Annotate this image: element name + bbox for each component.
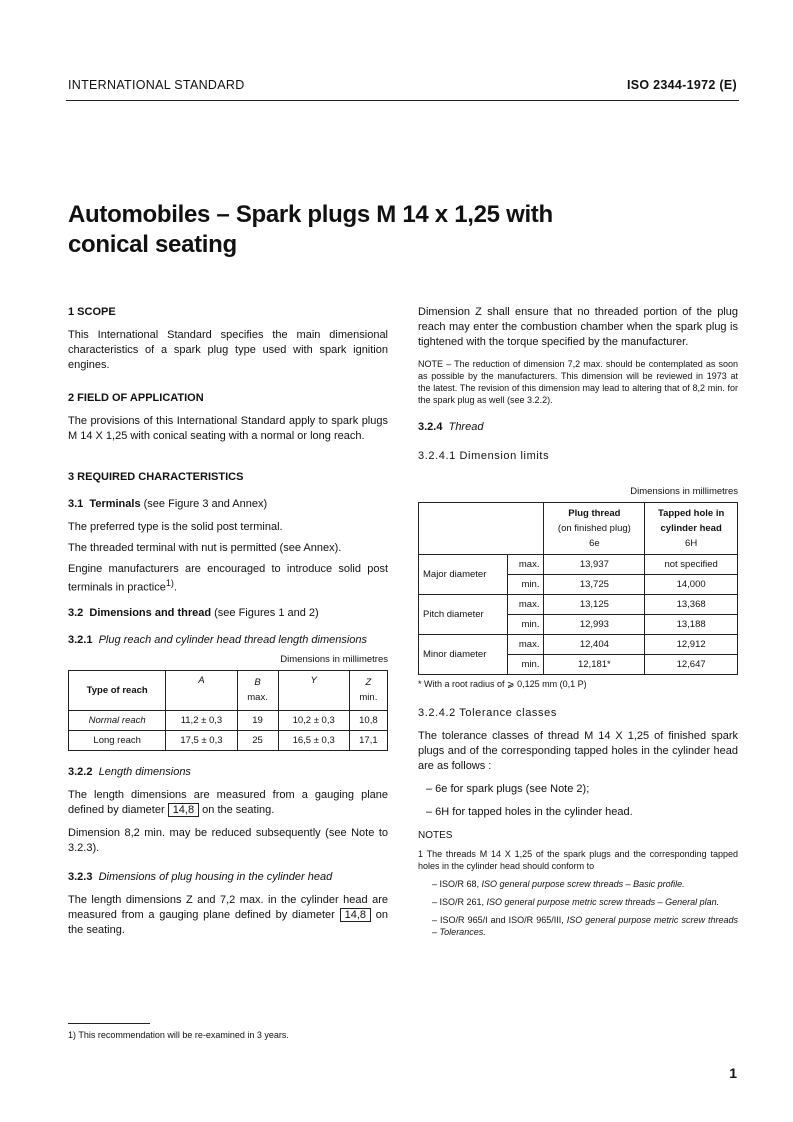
cell: 12,181* — [544, 655, 645, 675]
row-group-label: Pitch diameter — [419, 595, 508, 635]
col-header: Type of reach — [69, 670, 166, 710]
cell: 12,912 — [645, 635, 738, 655]
text: on the seating. — [68, 908, 388, 936]
table-row — [419, 555, 738, 575]
para: The tolerance classes of thread M 14 X 1,25 of finished spark plugs and of the corresponding tapped holes in the cylinder head are as follows : — [418, 730, 738, 772]
para — [68, 893, 388, 938]
cell: 16,5 ± 0,3 — [278, 730, 349, 750]
reach-table — [68, 670, 388, 751]
footnote-ref: 1) — [165, 578, 174, 588]
cell: max. — [508, 555, 544, 575]
cell: 13,125 — [544, 595, 645, 615]
num: 3.2.3 — [68, 870, 93, 883]
num: 3.1 — [68, 498, 84, 510]
col-header: A — [166, 670, 237, 710]
t: Tapped hole in — [657, 508, 725, 519]
para: The preferred type is the solid post terminal. — [68, 521, 283, 533]
right-column — [418, 305, 738, 938]
cell: min. — [508, 575, 544, 595]
para: Engine manufacturers are encouraged to introduce solid post terminals in practice$^{1)}$. — [68, 563, 388, 594]
col-header — [645, 503, 738, 555]
notes-heading: NOTES — [418, 830, 453, 841]
t: ISO general purpose metric screw threads – General plan. — [486, 897, 720, 907]
row-group-label: Minor diameter — [419, 635, 508, 675]
page-title: Automobiles – Spark plugs M 14 x 1,25 with conical seating — [68, 201, 553, 258]
section-3-2-heading — [68, 606, 388, 621]
cell: max. — [508, 595, 544, 615]
cell: 13,937 — [544, 555, 645, 575]
table-footnote: * With a root radius of ⩾ 0,125 mm (0,1 P) — [418, 679, 587, 689]
t: ISO general purpose metric screw threads – Tolerances. — [432, 915, 738, 937]
para: Dimension Z shall ensure that no threaded portion of the plug reach may enter the combustion chamber when the spark plug is tightened with the torque specified by the manufacturer. — [418, 306, 738, 348]
dimensions-note: Dimensions in millimetres — [630, 486, 738, 497]
section-3-2-4-2-heading: 3.2.4.2 Tolerance classes — [418, 707, 557, 719]
t: – ISO/R 261, — [432, 897, 487, 907]
title: Terminals — [89, 498, 141, 510]
footnote-rule — [68, 1023, 150, 1024]
para: The threaded terminal with nut is permitted (see Annex). — [68, 542, 342, 554]
num: 3.2 — [68, 606, 84, 619]
cell: 12,993 — [544, 615, 645, 635]
col-header — [349, 670, 387, 710]
cell: 25 — [237, 730, 278, 750]
cell: min. — [508, 615, 544, 635]
ref: (see Figure 3 and Annex) — [143, 498, 268, 510]
cell: 17,5 ± 0,3 — [166, 730, 237, 750]
t: – ISO/R 68, — [432, 879, 482, 889]
note: NOTE – The reduction of dimension 7,2 max. should be contemplated as soon as possible by the manufacturers. This dimension will be reviewed in 1973 at the latest. The revision of this dimension may lead to altering that of 8,2 min. for the spark plug as well (see 3.2.2). — [418, 359, 738, 405]
para — [68, 788, 388, 818]
min: min. — [359, 692, 378, 704]
num: 3.2.4 — [418, 421, 443, 433]
cell: max. — [508, 635, 544, 655]
cell: 11,2 ± 0,3 — [166, 710, 237, 730]
cell: 19 — [237, 710, 278, 730]
section-2-heading: 2 FIELD OF APPLICATION — [68, 392, 204, 404]
section-3-2-3-heading — [68, 870, 388, 885]
section-3-2-4-1-heading: 3.2.4.1 Dimension limits — [418, 450, 550, 462]
cell: 17,1 — [349, 730, 387, 750]
diameter-box: 14,8 — [168, 803, 199, 817]
section-1-heading: 1 SCOPE — [68, 306, 116, 318]
table-row — [69, 730, 388, 750]
col-header — [237, 670, 278, 710]
cell: Normal reach — [69, 710, 166, 730]
text: on the seating. — [202, 803, 275, 816]
header-rule — [66, 100, 739, 101]
t: – ISO/R 965/I and ISO/R 965/III, — [432, 915, 567, 925]
section-3-1-heading — [68, 497, 388, 512]
t: ISO general purpose screw threads – Basic profile. — [481, 879, 685, 889]
footnote: 1) This recommendation will be re-examined in 3 years. — [68, 1030, 289, 1040]
header-right: ISO 2344-1972 (E) — [626, 78, 737, 92]
cell: min. — [508, 655, 544, 675]
reference — [418, 896, 738, 908]
z: Z — [365, 677, 372, 689]
thread-limits-table — [418, 502, 738, 675]
col-header: Y — [278, 670, 349, 710]
text: The length dimensions are measured from a gauging plane defined by diameter — [68, 788, 388, 816]
cell: Long reach — [69, 730, 166, 750]
t: cylinder head — [660, 523, 722, 534]
header-left: INTERNATIONAL STANDARD — [68, 78, 245, 92]
text: Engine manufacturers are encouraged to introduce solid post terminals in practice — [68, 563, 388, 594]
table-row — [419, 635, 738, 655]
title: Dimensions of plug housing in the cylinder head — [98, 870, 333, 883]
cell: 10,8 — [349, 710, 387, 730]
text: The length dimensions Z and 7,2 max. in the cylinder head are measured from a gauging plane defined by diameter — [68, 893, 388, 921]
reference — [418, 878, 738, 890]
cell: 13,188 — [645, 615, 738, 635]
dimensions-note: Dimensions in millimetres — [280, 653, 388, 665]
cell: 12,647 — [645, 655, 738, 675]
section-3-2-4-heading — [418, 420, 738, 435]
ref: (see Figures 1 and 2) — [214, 606, 319, 619]
diameter-box: 14,8 — [340, 908, 371, 922]
section-2-text: The provisions of this International Standard apply to spark plugs M 14 X 1,25 with conical seating with a normal or long reach. — [68, 415, 388, 442]
reference — [418, 914, 738, 938]
t: 6H — [685, 538, 698, 549]
section-3-2-1-heading — [68, 633, 388, 648]
cell: 10,2 ± 0,3 — [278, 710, 349, 730]
t: 6e — [589, 538, 600, 549]
row-group-label: Major diameter — [419, 555, 508, 595]
title: Thread — [448, 421, 484, 433]
title: Length dimensions — [98, 765, 191, 778]
t: (on finished plug) — [557, 523, 631, 534]
cell: not specified — [645, 555, 738, 575]
table-row — [69, 710, 388, 730]
page-number: 1 — [729, 1065, 737, 1081]
bullet: – 6e for spark plugs (see Note 2); — [426, 783, 590, 795]
col-header — [544, 503, 645, 555]
cell: 14,000 — [645, 575, 738, 595]
cell: 13,725 — [544, 575, 645, 595]
left-column — [68, 305, 388, 938]
num: 3.2.2 — [68, 765, 93, 778]
title: Plug reach and cylinder head thread length dimensions — [98, 633, 368, 646]
section-3-heading: 3 REQUIRED CHARACTERISTICS — [68, 471, 244, 483]
max: max. — [247, 692, 268, 704]
note-1: 1 The threads M 14 X 1,25 of the spark plugs and the corresponding tapped holes in the cylinder head should conform to — [418, 849, 738, 871]
section-1-text: This International Standard specifies the main dimensional characteristics of a spark plug type used with spark ignition engines. — [68, 329, 388, 371]
cell: 13,368 — [645, 595, 738, 615]
table-row — [419, 595, 738, 615]
section-3-2-2-heading — [68, 765, 388, 780]
num: 3.2.1 — [68, 633, 93, 646]
t: Plug thread — [568, 508, 621, 519]
bullet: – 6H for tapped holes in the cylinder head. — [426, 806, 633, 818]
title: Dimensions and thread — [89, 606, 212, 619]
cell: 12,404 — [544, 635, 645, 655]
empty-header — [419, 503, 544, 555]
b: B — [254, 677, 261, 689]
para: Dimension 8,2 min. may be reduced subsequently (see Note to 3.2.3). — [68, 826, 388, 854]
